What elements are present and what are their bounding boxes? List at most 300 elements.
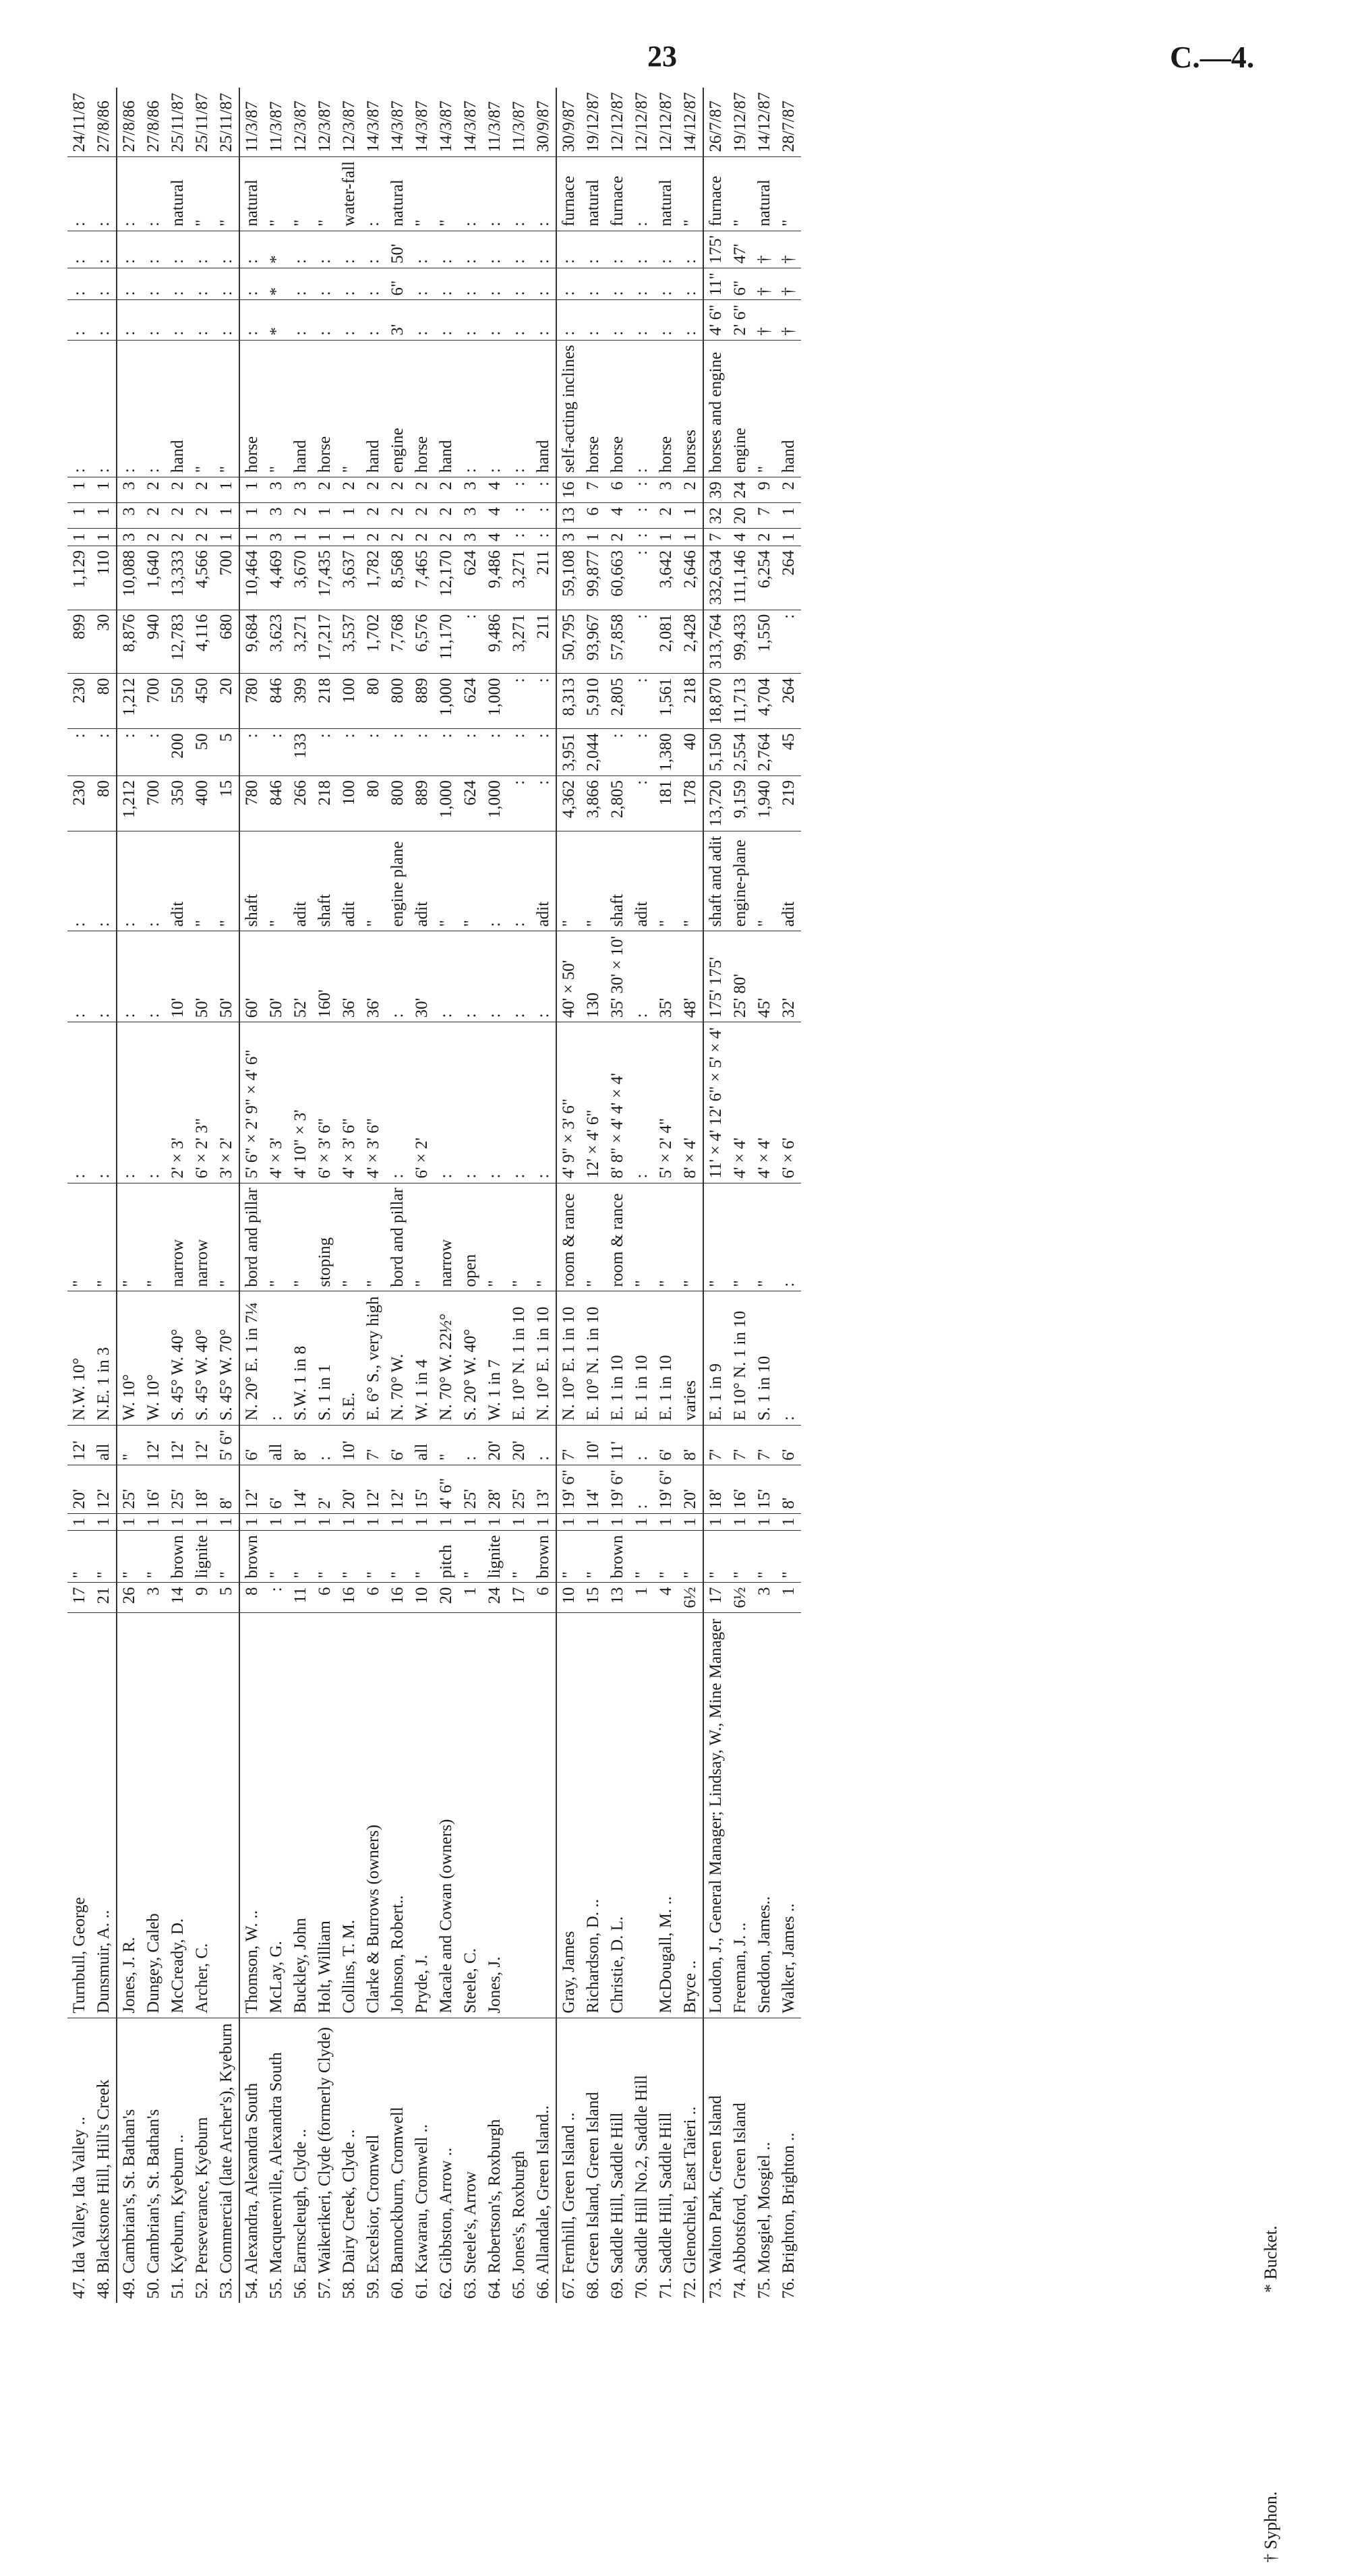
cell-dip: N. 70° W. 22½°: [434, 1291, 459, 1425]
cell-mines: 24: [728, 477, 752, 503]
cell-shipped: :: [630, 610, 654, 674]
cell-owner: [507, 1612, 531, 2018]
cell-mines: :: [507, 477, 531, 503]
cell-worked: 5' 6": [214, 1425, 239, 1465]
cell-date: 11/3/87: [239, 88, 264, 156]
cell-owner: [630, 1612, 654, 2018]
cell-boys: 4: [605, 503, 630, 529]
cell-depth: 45': [752, 931, 777, 1022]
cell-soft: 218: [313, 674, 337, 729]
cell-area: 4: [654, 1583, 678, 1612]
cell-kind: brown: [605, 1531, 630, 1583]
cell-shipped: 2,081: [654, 610, 678, 674]
cell-vent: :: [507, 156, 531, 231]
cell-rails: :: [313, 300, 337, 340]
cell-amt: 4,469: [264, 546, 289, 610]
cell-gauge: :: [67, 268, 92, 299]
cell-shaft: :: [67, 1022, 92, 1183]
cell-run: :: [361, 231, 386, 268]
cell-area-out: 5: [214, 729, 239, 776]
cell-date: 24/11/87: [67, 88, 92, 156]
table-row: [337, 88, 361, 2303]
cell-thick: 19' 6": [605, 1465, 630, 1513]
cell-soft: 80: [92, 674, 117, 729]
cell-area: 6: [361, 1583, 386, 1612]
cell-area: 3: [752, 1583, 777, 1612]
cell-men: 2: [142, 529, 166, 546]
cell-vent: :: [142, 156, 166, 231]
cell-gauge: 6": [728, 268, 752, 299]
cell-dip: E. 10° N. 1 in 10: [581, 1291, 605, 1425]
table-row: [483, 88, 507, 2303]
cell-area: 17: [703, 1583, 728, 1612]
cell-gauge: :: [459, 268, 483, 299]
cell-total: 780: [239, 775, 264, 831]
cell-mines: 3: [264, 477, 289, 503]
cell-gauge: :: [556, 268, 581, 299]
cell-entry: ": [459, 831, 483, 931]
cell-vent: natural: [166, 156, 190, 231]
cell-thick: 13': [531, 1465, 556, 1513]
cell-dip: varies: [678, 1291, 703, 1425]
cell-kind: ": [289, 1531, 313, 1583]
cell-men: 1: [289, 529, 313, 546]
cell-mines: 2: [142, 477, 166, 503]
cell-thick: 20': [337, 1465, 361, 1513]
cell-gauge: †: [752, 268, 777, 299]
table-row: [556, 88, 581, 2303]
cell-shipped: 3,623: [264, 610, 289, 674]
cell-area-out: 200: [166, 729, 190, 776]
cell-thick: 14': [581, 1465, 605, 1513]
cell-owner: Pryde, J.: [410, 1612, 434, 2018]
cell-shipped: 3,537: [337, 610, 361, 674]
cell-total: 4,362: [556, 775, 581, 831]
cell-entry: ": [556, 831, 581, 931]
cell-total: 2,805: [605, 775, 630, 831]
cell-mines: 16: [556, 477, 581, 503]
cell-boys: :: [531, 503, 556, 529]
cell-haul: :: [117, 340, 142, 477]
cell-thick: 19' 6": [556, 1465, 581, 1513]
cell-method: ": [483, 1183, 507, 1291]
cell-entry: :: [67, 831, 92, 931]
cell-no-name: 53. Commercial (late Archer's), Kyeburn: [217, 2023, 235, 2299]
table-row: [214, 88, 239, 2303]
cell-seams: 1: [605, 1513, 630, 1531]
cell-shaft: 6' × 6': [777, 1022, 801, 1183]
cell-men: 1: [67, 529, 92, 546]
cell-dip: S. 1 in 10: [752, 1291, 777, 1425]
cell-area: 6½: [678, 1583, 703, 1612]
cell-owner: Richardson, D. ..: [581, 1612, 605, 2018]
table-row: [752, 88, 777, 2303]
cell-total: 889: [410, 775, 434, 831]
cell-method: ": [728, 1183, 752, 1291]
cell-boys: 20: [728, 503, 752, 529]
cell-area: 1: [777, 1583, 801, 1612]
cell-date: 12/12/87: [630, 88, 654, 156]
cell-worked: 6': [777, 1425, 801, 1465]
cell-haul: :: [459, 340, 483, 477]
cell-shaft: 8' 8" × 4' 4' × 4': [605, 1022, 630, 1183]
cell-soft: :: [507, 674, 531, 729]
table-row: [703, 88, 728, 2303]
cell-depth: 160': [313, 931, 337, 1022]
cell-kind: ": [459, 1531, 483, 1583]
cell-men: 2: [166, 529, 190, 546]
cell-owner: McDougall, M. ..: [654, 1612, 678, 2018]
cell-method: ": [117, 1183, 142, 1291]
cell-gauge: :: [531, 268, 556, 299]
cell-shipped: :: [459, 610, 483, 674]
cell-no-name: 64. Robertson's, Roxburgh: [485, 2119, 504, 2299]
cell-shipped: 4,116: [190, 610, 214, 674]
cell-owner: Freeman, J. ..: [728, 1612, 752, 2018]
cell-thick: 25': [117, 1465, 142, 1513]
cell-run: :: [459, 231, 483, 268]
cell-dip: S. 1 in 1: [313, 1291, 337, 1425]
cell-date: 14/3/87: [459, 88, 483, 156]
cell-rails: :: [483, 300, 507, 340]
cell-soft: 2,805: [605, 674, 630, 729]
cell-mines: 1: [239, 477, 264, 503]
cell-men: 3: [117, 529, 142, 546]
cell-run: :: [678, 231, 703, 268]
table-row: [361, 88, 386, 2303]
cell-entry: shaft: [239, 831, 264, 931]
cell-mines: :: [630, 477, 654, 503]
page-number: 23: [647, 40, 677, 73]
cell-mines: 2: [190, 477, 214, 503]
cell-vent: furnace: [556, 156, 581, 231]
cell-boys: 1: [337, 503, 361, 529]
cell-soft: 20: [214, 674, 239, 729]
cell-area: 20: [434, 1583, 459, 1612]
cell-no-name: 52. Perseverance, Kyeburn: [193, 2117, 211, 2299]
cell-vent: ": [264, 156, 289, 231]
cell-total: 350: [166, 775, 190, 831]
cell-amt: 264: [777, 546, 801, 610]
cell-amt: 700: [214, 546, 239, 610]
cell-date: 14/3/87: [361, 88, 386, 156]
cell-total: 266: [289, 775, 313, 831]
cell-area-out: :: [264, 729, 289, 776]
cell-dip: S.E.: [337, 1291, 361, 1425]
cell-shipped: 3,271: [289, 610, 313, 674]
cell-mines: 1: [92, 477, 117, 503]
cell-area: :: [264, 1583, 289, 1612]
table-row: [507, 88, 531, 2303]
cell-entry: ": [264, 831, 289, 931]
cell-kind: pitch: [434, 1531, 459, 1583]
cell-method: open: [459, 1183, 483, 1291]
cell-gauge: :: [630, 268, 654, 299]
cell-owner: Walker, James ..: [777, 1612, 801, 2018]
cell-area-out: 3,951: [556, 729, 581, 776]
cell-shipped: 1,550: [752, 610, 777, 674]
cell-total: 219: [777, 775, 801, 831]
cell-method: ": [581, 1183, 605, 1291]
cell-gauge: :: [654, 268, 678, 299]
cell-kind: ": [361, 1531, 386, 1583]
cell-entry: shaft and adit: [703, 831, 728, 931]
cell-rails: 2' 6": [728, 300, 752, 340]
cell-worked: all: [264, 1425, 289, 1465]
cell-seams: 1: [654, 1513, 678, 1531]
cell-dip: W. 1 in 4: [410, 1291, 434, 1425]
cell-worked: :: [459, 1425, 483, 1465]
cell-owner: Turnbull, George: [67, 1612, 92, 2018]
cell-total: 624: [459, 775, 483, 831]
cell-no-name: 61. Kawarau, Cromwell ..: [413, 2124, 431, 2299]
cell-amt: 1,129: [67, 546, 92, 610]
cell-haul: self-acting inclines: [556, 340, 581, 477]
cell-haul: engine: [386, 340, 410, 477]
cell-entry: adit: [410, 831, 434, 931]
cell-dip: N. 10° E. 1 in 10: [531, 1291, 556, 1425]
cell-rails: :: [507, 300, 531, 340]
cell-thick: 14': [289, 1465, 313, 1513]
cell-total: 230: [67, 775, 92, 831]
cell-seams: 1: [581, 1513, 605, 1531]
cell-run: :: [166, 231, 190, 268]
cell-method: ": [654, 1183, 678, 1291]
table-row: [289, 88, 313, 2303]
table-row: [92, 88, 117, 2303]
cell-gauge: 6": [386, 268, 410, 299]
cell-shipped: 2,428: [678, 610, 703, 674]
cell-seams: 1: [728, 1513, 752, 1531]
cell-total: 218: [313, 775, 337, 831]
cell-vent: ": [434, 156, 459, 231]
cell-entry: :: [117, 831, 142, 931]
cell-men: 3: [556, 529, 581, 546]
cell-mines: 3: [117, 477, 142, 503]
cell-men: 1: [239, 529, 264, 546]
cell-dip: S. 20° W. 40°: [459, 1291, 483, 1425]
cell-seams: 1: [386, 1513, 410, 1531]
cell-no-name: 75. Mosgiel, Mosgiel ..: [755, 2142, 773, 2299]
cell-seams: 1: [434, 1513, 459, 1531]
cell-rails: :: [190, 300, 214, 340]
cell-total: 80: [92, 775, 117, 831]
cell-owner: Loudon, J., General Manager; Lindsay, W., Mine Manager: [703, 1612, 728, 2018]
cell-method: ": [703, 1183, 728, 1291]
cell-boys: 4: [483, 503, 507, 529]
table-row: [313, 88, 337, 2303]
cell-dip: E 10° N. 1 in 10: [728, 1291, 752, 1425]
cell-boys: 32: [703, 503, 728, 529]
cell-boys: 13: [556, 503, 581, 529]
table-row: [142, 88, 166, 2303]
cell-area: 16: [337, 1583, 361, 1612]
cell-shipped: 11,170: [434, 610, 459, 674]
cell-area-out: :: [605, 729, 630, 776]
cell-soft: 800: [386, 674, 410, 729]
cell-mines: 2: [166, 477, 190, 503]
cell-shipped: 3,271: [507, 610, 531, 674]
cell-entry: shaft: [313, 831, 337, 931]
cell-vent: :: [117, 156, 142, 231]
cell-run: :: [556, 231, 581, 268]
cell-shaft: 4' × 4': [728, 1022, 752, 1183]
cell-entry: ": [654, 831, 678, 931]
cell-shipped: 12,783: [166, 610, 190, 674]
cell-shipped: 99,433: [728, 610, 752, 674]
cell-boys: 1: [67, 503, 92, 529]
cell-shaft: 3' × 2': [214, 1022, 239, 1183]
cell-shipped: 30: [92, 610, 117, 674]
cell-boys: 2: [190, 503, 214, 529]
cell-haul: horses: [678, 340, 703, 477]
cell-date: 14/3/87: [410, 88, 434, 156]
cell-vent: ": [289, 156, 313, 231]
cell-rails: :: [605, 300, 630, 340]
cell-area-out: :: [410, 729, 434, 776]
cell-soft: 230: [67, 674, 92, 729]
cell-shaft: 6' × 2' 3": [190, 1022, 214, 1183]
cell-amt: 1,782: [361, 546, 386, 610]
cell-shaft: 4' × 4': [752, 1022, 777, 1183]
cell-area: 5: [214, 1583, 239, 1612]
cell-date: 12/3/87: [289, 88, 313, 156]
cell-boys: 1: [92, 503, 117, 529]
cell-owner: Clarke & Burrows (owners): [361, 1612, 386, 2018]
cell-no-name: 49. Cambrian's, St. Bathan's: [117, 2018, 142, 2303]
cell-kind: ": [337, 1531, 361, 1583]
cell-kind: ": [264, 1531, 289, 1583]
cell-kind: ": [728, 1531, 752, 1583]
cell-men: 2: [410, 529, 434, 546]
cell-run: 47': [728, 231, 752, 268]
cell-area: 10: [556, 1583, 581, 1612]
cell-soft: :: [630, 674, 654, 729]
cell-area: 10: [410, 1583, 434, 1612]
cell-depth: :: [483, 931, 507, 1022]
cell-kind: brown: [531, 1531, 556, 1583]
cell-shaft: :: [117, 1022, 142, 1183]
cell-men: 1: [678, 529, 703, 546]
cell-method: room & rance: [556, 1183, 581, 1291]
cell-depth: :: [507, 931, 531, 1022]
cell-worked: 12': [190, 1425, 214, 1465]
cell-shaft: :: [531, 1022, 556, 1183]
cell-dip: N. 10° E. 1 in 10: [556, 1291, 581, 1425]
cell-vent: :: [459, 156, 483, 231]
cell-amt: 3,642: [654, 546, 678, 610]
cell-no-name: 76. Brighton, Brighton ..: [779, 2132, 798, 2299]
cell-entry: shaft: [605, 831, 630, 931]
cell-area: 1: [459, 1583, 483, 1612]
cell-thick: 18': [703, 1465, 728, 1513]
cell-dip: N. 20° E. 1 in 7¼: [239, 1291, 264, 1425]
cell-shipped: 313,764: [703, 610, 728, 674]
cell-haul: engine: [728, 340, 752, 477]
cell-thick: 4' 6": [434, 1465, 459, 1513]
cell-shaft: 12' × 4' 6": [581, 1022, 605, 1183]
cell-entry: adit: [531, 831, 556, 931]
cell-area: 17: [67, 1583, 92, 1612]
table-row: [434, 88, 459, 2303]
cell-method: ": [531, 1183, 556, 1291]
cell-area-out: :: [507, 729, 531, 776]
cell-area-out: 45: [777, 729, 801, 776]
cell-run: :: [483, 231, 507, 268]
cell-area-out: :: [117, 729, 142, 776]
cell-dip: N. 70° W.: [386, 1291, 410, 1425]
cell-area: 11: [289, 1583, 313, 1612]
table-row: [581, 88, 605, 2303]
cell-date: 12/12/87: [605, 88, 630, 156]
cell-boys: 2: [166, 503, 190, 529]
cell-shipped: 8,876: [117, 610, 142, 674]
cell-men: :: [531, 529, 556, 546]
cell-mines: 2: [434, 477, 459, 503]
cell-vent: ": [777, 156, 801, 231]
cell-no-name: 70. Saddle Hill No.2, Saddle Hill: [632, 2075, 651, 2299]
cell-haul: hand: [434, 340, 459, 477]
cell-thick: 8': [214, 1465, 239, 1513]
cell-worked: :: [531, 1425, 556, 1465]
cell-method: ": [678, 1183, 703, 1291]
cell-entry: :: [92, 831, 117, 931]
cell-owner: Holt, William: [313, 1612, 337, 2018]
cell-kind: ": [507, 1531, 531, 1583]
cell-area-out: 2,764: [752, 729, 777, 776]
cell-haul: hand: [289, 340, 313, 477]
cell-amt: 111,146: [728, 546, 752, 610]
cell-method: ": [214, 1183, 239, 1291]
cell-run: :: [630, 231, 654, 268]
cell-date: 12/12/87: [654, 88, 678, 156]
cell-thick: 6': [264, 1465, 289, 1513]
cell-owner: Macale and Cowan (owners): [434, 1612, 459, 2018]
cell-method: :: [777, 1183, 801, 1291]
cell-run: †: [752, 231, 777, 268]
cell-amt: 3,670: [289, 546, 313, 610]
cell-no-name: 66. Allandale, Green Island..: [534, 2105, 552, 2299]
cell-boys: 1: [313, 503, 337, 529]
cell-method: ": [361, 1183, 386, 1291]
cell-soft: 8,313: [556, 674, 581, 729]
cell-entry: adit: [777, 831, 801, 931]
cell-vent: natural: [752, 156, 777, 231]
cell-run: :: [92, 231, 117, 268]
cell-no-name: 58. Dairy Creek, Clyde ..: [340, 2129, 358, 2299]
cell-rails: :: [434, 300, 459, 340]
cell-area: 16: [386, 1583, 410, 1612]
cell-owner: Johnson, Robert..: [386, 1612, 410, 2018]
cell-total: 1,000: [434, 775, 459, 831]
cell-rails: *: [264, 300, 289, 340]
table-row: [190, 88, 214, 2303]
cell-boys: 2: [434, 503, 459, 529]
cell-total: 1,000: [483, 775, 507, 831]
cell-shaft: 4' 9" × 3' 6": [556, 1022, 581, 1183]
cell-owner: Archer, C.: [190, 1612, 214, 2018]
cell-area: 6½: [728, 1583, 752, 1612]
cell-vent: furnace: [703, 156, 728, 231]
cell-no-name: 50. Cambrian's, St. Bathan's: [144, 2109, 162, 2299]
cell-seams: 1: [361, 1513, 386, 1531]
cell-shaft: 8' × 4': [678, 1022, 703, 1183]
cell-date: 11/3/87: [507, 88, 531, 156]
cell-no-name: 48. Blackstone Hill, Hill's Creek: [94, 2079, 113, 2299]
cell-method: ": [507, 1183, 531, 1291]
cell-owner: Bryce ..: [678, 1612, 703, 2018]
cell-run: :: [117, 231, 142, 268]
